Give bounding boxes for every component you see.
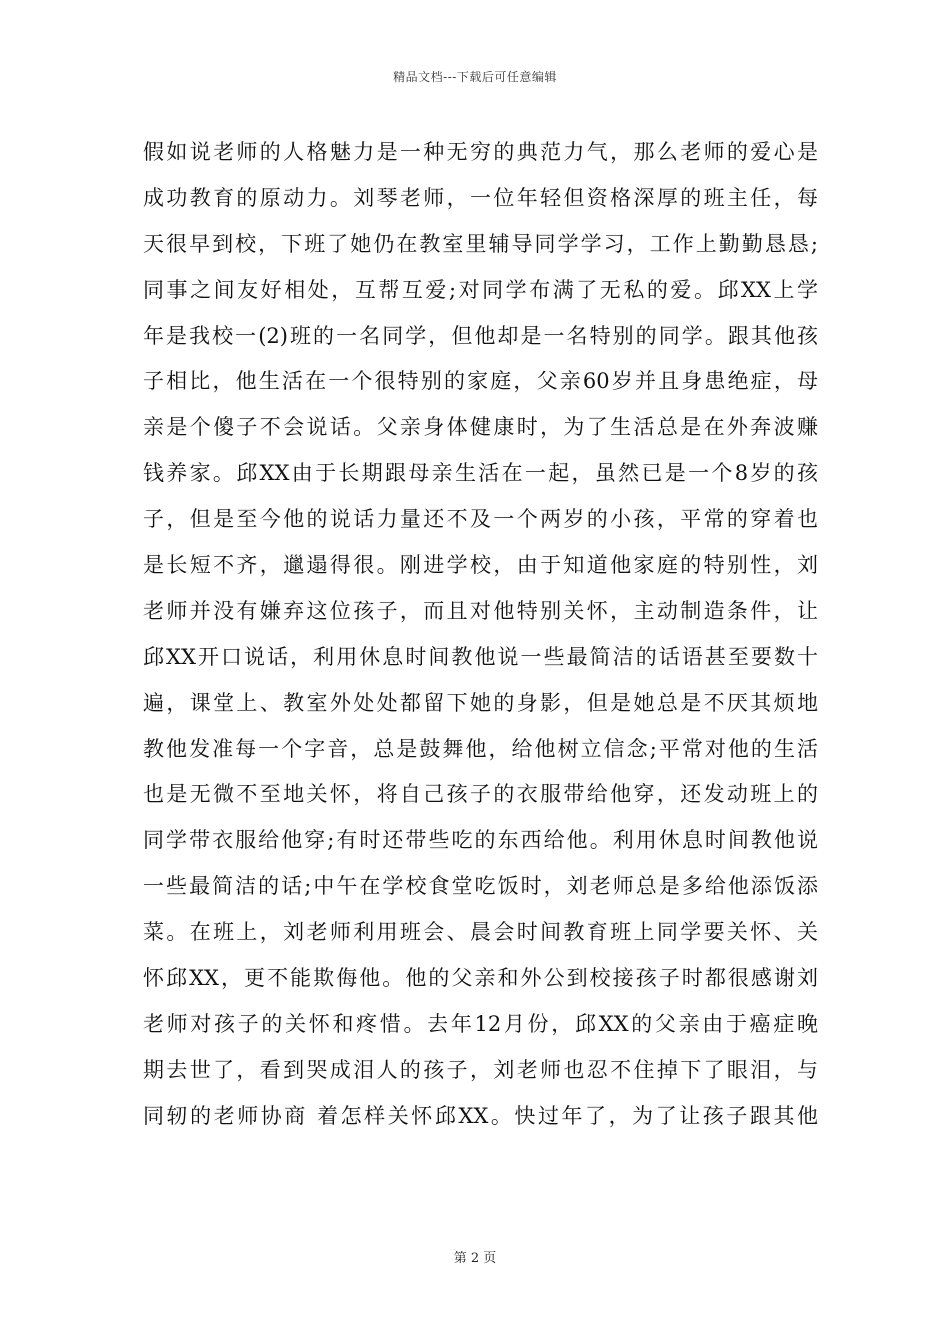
text-line: 子，但是至今他的说话力量还不及一个两岁的小孩，平常的穿着也	[143, 507, 818, 532]
text-line: 成功教育的原动力。刘琴老师，一位年轻但资格深厚的班主任，每	[143, 185, 818, 210]
text-line: 也是无微不至地关怀，将自己孩子的衣服带给他穿，还发动班上的	[143, 782, 818, 807]
text-line: 期去世了，看到哭成泪人的孩子，刘老师也忍不住掉下了眼泪，与	[143, 1057, 818, 1082]
body-paragraph	[143, 130, 818, 1140]
text-line: 亲是个傻子不会说话。父亲身体健康时，为了生活总是在外奔波赚	[143, 415, 818, 440]
text-line: 老师对孩子的关怀和疼惜。去年12月份，邱XX的父亲由于癌症晚	[143, 1011, 818, 1036]
page-number: 第 2 页	[453, 1251, 497, 1266]
text-line: 钱养家。邱XX由于长期跟母亲生活在一起，虽然已是一个8岁的孩	[143, 461, 818, 486]
text-line: 天很早到校，下班了她仍在教室里辅导同学学习，工作上勤勤恳恳;	[143, 231, 818, 256]
text-line: 邱XX开口说话，利用休息时间教他说一些最简洁的话语甚至要数十	[143, 644, 818, 669]
text-line: 一些最简洁的话;中午在学校食堂吃饭时，刘老师总是多给他添饭添	[143, 874, 818, 899]
text-line: 老师并没有嫌弃这位孩子，而且对他特别关怀，主动制造条件，让	[143, 598, 818, 623]
text-line: 年是我校一(2)班的一名同学，但他却是一名特别的同学。跟其他孩	[143, 323, 818, 348]
text-line: 子相比，他生活在一个很特别的家庭，父亲60岁并且身患绝症，母	[143, 369, 818, 394]
text-line: 怀邱XX，更不能欺侮他。他的父亲和外公到校接孩子时都很感谢刘	[143, 966, 818, 991]
text-line: 教他发准每一个字音，总是鼓舞他，给他树立信念;平常对他的生活	[143, 736, 818, 761]
page-header: 精品文档---下载后可任意编辑	[393, 70, 557, 84]
text-line: 遍，课堂上、教室外处处都留下她的身影，但是她总是不厌其烦地	[143, 690, 818, 715]
text-line: 菜。在班上，刘老师利用班会、晨会时间教育班上同学要关怀、关	[143, 920, 818, 945]
text-line: 同事之间友好相处，互帮互爱;对同学布满了无私的爱。邱XX上学	[143, 277, 818, 302]
text-line: 假如说老师的人格魅力是一种无穷的典范力气，那么老师的爱心是	[143, 140, 818, 164]
text-line: 同轫的老师协商 着怎样关怀邱XX。快过年了，为了让孩子跟其他	[143, 1103, 818, 1128]
text-line: 同学带衣服给他穿;有时还带些吃的东西给他。利用休息时间教他说	[143, 828, 818, 853]
text-line: 是长短不齐，邋遢得很。刚进学校，由于知道他家庭的特别性，刘	[143, 553, 818, 578]
